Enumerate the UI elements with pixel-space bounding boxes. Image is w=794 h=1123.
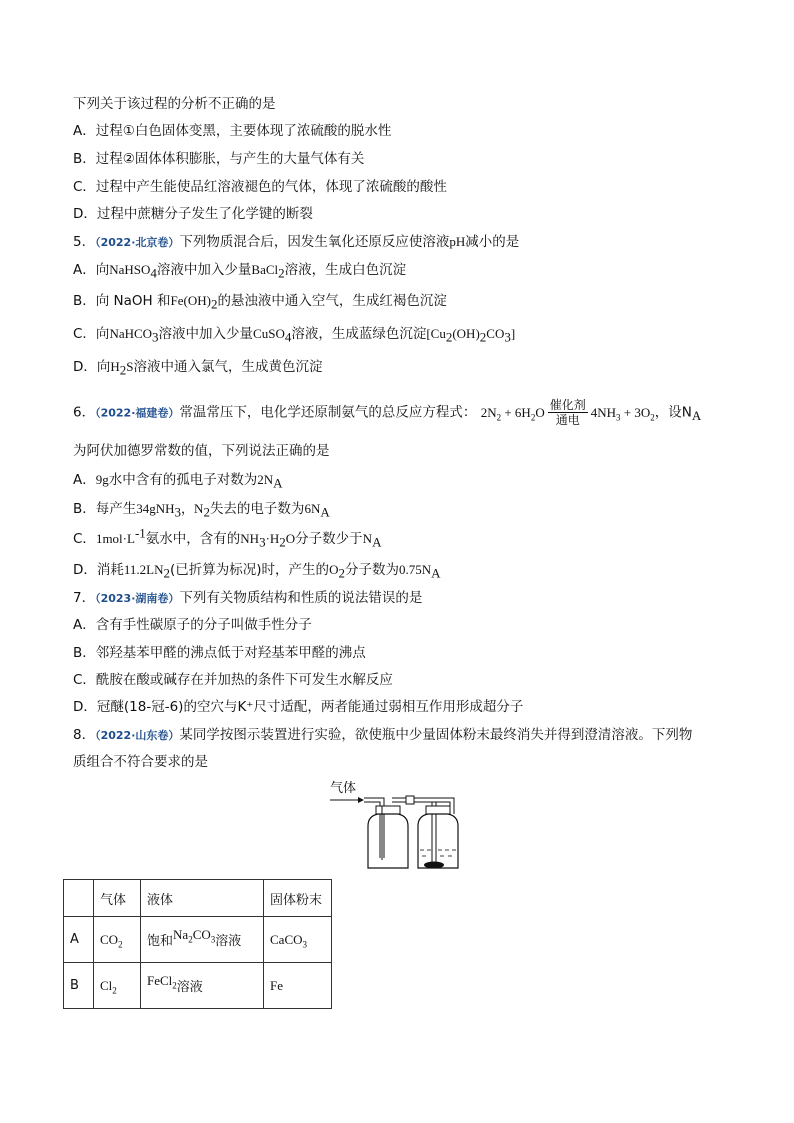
q4-option-c: C．过程中产生能使品红溶液褪色的气体，体现了浓硫酸的酸性 (73, 179, 447, 195)
table-cell: B (64, 963, 94, 1009)
q5-source: （2022·北京卷） (95, 236, 180, 249)
table-cell: Fe (264, 963, 332, 1009)
q6-stem-continued: 为阿伏加德罗常数的值，下列说法正确的是 (73, 443, 330, 459)
table-cell: $CO_2$ (94, 917, 141, 963)
q5-option-d: D．向$H_2S$溶液中通入氯气，生成黄色沉淀 (73, 359, 323, 378)
q4-option-a: A．过程①白色固体变黑，主要体现了浓硫酸的脱水性 (73, 123, 392, 139)
q5-option-c: C．向NaHCO$_3$溶液中加入少量CuSO$_4$溶液，生成蓝绿色沉淀$[Cu_2(OH)_2CO_3]$ (73, 326, 516, 345)
table-cell: CaCO$_3$ (264, 917, 332, 963)
table-cell: $Cl_2$ (94, 963, 141, 1009)
table-header-cell: 气体 (94, 880, 141, 917)
table-header-cell: 液体 (141, 880, 264, 917)
q4-stem: 下列关于该过程的分析不正确的是 (73, 96, 276, 112)
q6-option-b: B．每产生34gNH$_3$，$N_2$失去的电子数为$6N_A$ (73, 501, 330, 520)
solid-powder (424, 862, 444, 869)
bottle-1 (368, 814, 408, 868)
q7-option-d: D．冠醚(18-冠-6)的空穴与K⁺尺寸适配，两者能通过弱相互作用形成超分子 (73, 699, 524, 715)
q7-option-b: B．邻羟基苯甲醛的沸点低于对羟基苯甲醛的沸点 (73, 645, 366, 661)
reaction-equation: $2N_2 + 6H_2O$ (480, 404, 545, 423)
table-row (64, 917, 332, 963)
bottle-1-stopper (376, 806, 400, 814)
table-cell: FeCl$_2$溶液 (141, 963, 264, 1009)
table-cell: A (64, 917, 94, 963)
arrow-head (358, 797, 364, 803)
q8-table (63, 879, 332, 1009)
table-header-cell (64, 880, 94, 917)
q7-option-a: A．含有手性碳原子的分子叫做手性分子 (73, 617, 312, 633)
q6-option-d: D．消耗$11.2LN_2$(已折算为标况)时，产生的$O_2$分子数为$0.75N_A$ (73, 562, 441, 581)
bottle-2 (418, 814, 458, 868)
figure-gas-label: 气体 (330, 781, 357, 796)
table-row (64, 963, 332, 1009)
q5-stem: 5．（2022·北京卷）下列物质混合后，因发生氧化还原反应使溶液pH减小的是 (73, 234, 520, 250)
q6-option-a: A．9g水中含有的孤电子对数为$2N_A$ (73, 472, 283, 491)
table-header-row (64, 880, 332, 917)
table-cell: 饱和$Na_2CO_3$溶液 (141, 917, 264, 963)
reaction-condition: $\frac{\text{催化剂}}{\text{通电}}$ (549, 398, 586, 427)
q8-stem: 8．（2022·山东卷）某同学按图示装置进行实验，欲使瓶中少量固体粉末最终消失并得到澄清溶液。下列物 (73, 727, 693, 743)
liquid-level (420, 850, 456, 856)
q7-option-c: C．酰胺在酸或碱存在并加热的条件下可发生水解反应 (73, 672, 393, 688)
gas-washing-apparatus-figure (328, 776, 478, 878)
q4-option-b: B．过程②固体体积膨胀，与产生的大量气体有关 (73, 151, 365, 167)
q6-option-c: C．$1mol\cdot L^{-1}$氨水中，含有的$NH_3\cdot H_2O$分子数少于$N_A$ (73, 525, 382, 550)
q6-stem: 6．（2022·福建卷）常温常压下，电化学还原制氨气的总反应方程式： $2N_2 + 6H_2O$ $\frac{\text{催化剂}}{\text{通电}}$ $4NH_3 + 3O_2$，设$N_A$ (73, 398, 702, 427)
q7-source: （2023·湖南卷） (95, 592, 180, 605)
q8-source: （2022·山东卷） (95, 729, 180, 742)
bottle-2-stopper (426, 806, 450, 814)
q6-source: （2022·福建卷） (95, 406, 180, 420)
q5-option-a: A．向NaHSO$_4$溶液中加入少量BaCl$_2$溶液，生成白色沉淀 (73, 262, 407, 281)
table-header-cell: 固体粉末 (264, 880, 332, 917)
q4-option-d: D．过程中蔗糖分子发生了化学键的断裂 (73, 206, 313, 222)
q8-stem-continued: 质组合不符合要求的是 (73, 754, 208, 770)
q5-option-b: B．向 NaOH 和$Fe(OH)_2$的悬浊液中通入空气，生成红褐色沉淀 (73, 293, 447, 312)
q7-stem: 7．（2023·湖南卷）下列有关物质结构和性质的说法错误的是 (73, 590, 423, 606)
